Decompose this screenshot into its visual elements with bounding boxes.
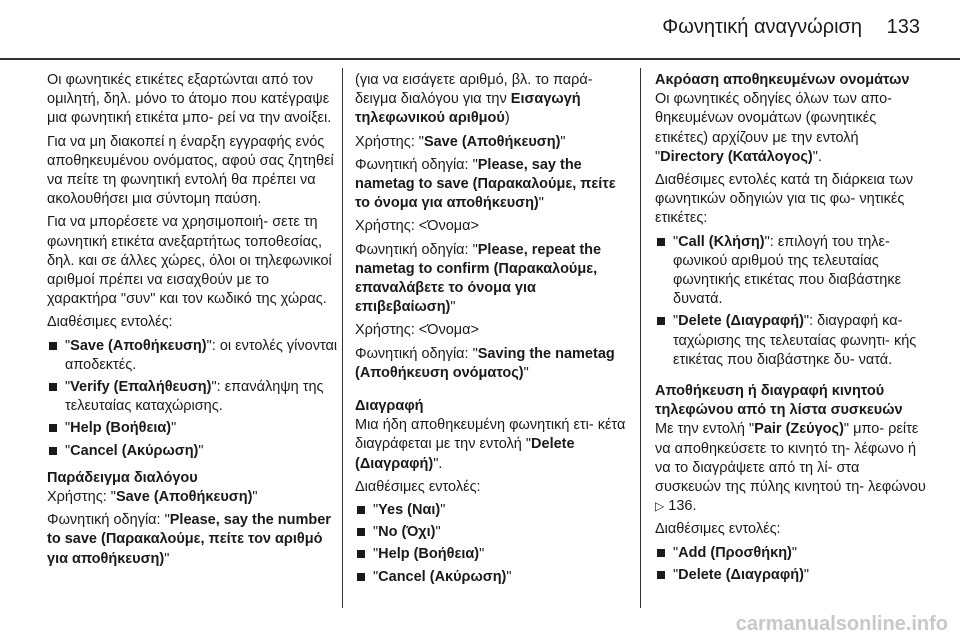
bullet-icon	[357, 506, 365, 514]
bullet-icon	[657, 571, 665, 579]
section-heading: Ακρόαση αποθηκευμένων ονομάτων	[655, 72, 910, 88]
command: Cancel (Ακύρωση)	[378, 568, 507, 585]
command: Save (Αποθήκευση)	[70, 337, 207, 354]
prompt-label: Φωνητική οδηγία:	[355, 156, 473, 173]
command: Verify (Επαλήθευση)	[70, 379, 212, 396]
bullet-icon	[357, 573, 365, 581]
command: Save (Αποθήκευση)	[423, 133, 561, 150]
command: Directory (Κατάλογος)	[660, 148, 813, 165]
prompt-text: Please, say the number to save (Παρακαλούμε, πείτε τον αριθμό για αποθήκευση)	[47, 512, 331, 567]
available-commands-label: Διαθέσιμες εντολές:	[355, 478, 481, 495]
dialog-user: Χρήστης: <Όνομα>	[355, 322, 479, 339]
command: No (Όχι)	[378, 524, 436, 541]
section-heading: Διαγραφή	[355, 398, 424, 415]
watermark: carmanualsonline.info	[735, 613, 948, 635]
list-item: "Add (Προσθήκη)"	[655, 544, 927, 563]
command-desc: : διαγραφή κα- ταχώρισης της τελευταίας φωνητι- κής ετικέτας που διαβάστηκε δυ- νατά.	[673, 313, 917, 368]
bullet-icon	[657, 317, 665, 325]
section-heading: Παράδειγμα διαλόγου	[47, 469, 198, 486]
column-1	[47, 71, 339, 573]
dialog-user: Χρήστης: "Save (Αποθήκευση)"	[355, 133, 566, 150]
page-reference[interactable]: 136.	[668, 498, 697, 515]
bullet-icon	[49, 447, 57, 455]
paragraph: Διαθέσιμες εντολές κατά τη διάρκεια των φωνητικών οδηγιών για τις φω- νητικές ετικέτες:	[655, 172, 914, 227]
bullet-icon	[657, 238, 665, 246]
reference: Εισαγωγή τηλεφωνικού αριθμού	[355, 91, 581, 127]
text: Οι φωνητικές οδηγίες όλων των απο- θηκευμένων ονομάτων (φωνητικές ετικέτες) αρχίζουν με την εντολή	[655, 91, 893, 146]
list-item: "Help (Βοήθεια)"	[355, 545, 626, 564]
list-item: "Cancel (Ακύρωση)"	[47, 442, 339, 461]
paragraph: Για να μη διακοπεί η έναρξη εγγραφής ενός αποθηκευμένου ονόματος, αφού σας ζητηθεί να πείτε τη φωνητική εντολή θα πρέπει να ακολουθήσει μια σύντομη παύση.	[47, 133, 334, 208]
list-item: "Delete (Διαγραφή)": διαγραφή κα- ταχώρισης της τελευταίας φωνητι- κής ετικέτας που διαβάστηκε δυ- νατά.	[655, 312, 927, 370]
text: Μια ήδη αποθηκευμένη φωνητική ετι- κέτα διαγράφεται με την εντολή	[355, 417, 626, 453]
paragraph: Οι φωνητικές ετικέτες εξαρτώνται από τον ομιλητή, δηλ. μόνο το άτομο που κατέγραψε μια φωνητική ετικέτα μπο- ρεί να την ανοίξει.	[47, 72, 332, 127]
text: μπο- ρείτε να αποθηκεύσετε το κινητό τη- λέφωνο ή να το διαγράψετε από τη λί- στα συσκευών της πύλης κινητού τη- λεφώνου	[655, 421, 926, 496]
header-rule	[0, 58, 960, 60]
bullet-icon	[357, 528, 365, 536]
paragraph: Για να μπορέσετε να χρησιμοποιή- σετε τη φωνητική ετικέτα ανεξαρτήτως τοποθεσίας, δηλ. και σε άλλες χώρες, όλοι οι τηλεφωνικοί αριθμοί πρέπει να εισαχθούν με το χαρακτήρα "συν" και τον κωδικό της χώρας.	[47, 214, 332, 308]
user-label: Χρήστης:	[47, 489, 111, 506]
command-list	[355, 501, 626, 587]
command: Yes (Ναι)	[378, 502, 441, 519]
dialog-prompt: Φωνητική οδηγία: "Please, repeat the nametag to confirm (Παρακαλούμε, επαναλάβετε το όνομα για επιβεβαίωση)"	[355, 241, 602, 316]
dialog-prompt: Φωνητική οδηγία: "Please, say the number to save (Παρακαλούμε, πείτε τον αριθμό για αποθήκευση)"	[47, 512, 331, 567]
prompt-label: Φωνητική οδηγία:	[355, 241, 473, 258]
dialog-prompt: Φωνητική οδηγία: "Please, say the nametag to save (Παρακαλούμε, πείτε το όνομα για αποθήκευση)"	[355, 156, 616, 212]
available-commands-label: Διαθέσιμες εντολές:	[47, 314, 173, 331]
command: Save (Αποθήκευση)	[115, 489, 253, 506]
column-divider	[342, 68, 343, 608]
bullet-icon	[49, 424, 57, 432]
prompt-text: Please, repeat the nametag to confirm (Παρακαλούμε, επαναλάβετε το όνομα για επιβεβαίωση)	[355, 241, 602, 316]
command: Delete (Διαγραφή)	[355, 436, 575, 472]
command-list	[47, 337, 339, 461]
page-ref-arrow-icon: ▷	[655, 499, 665, 514]
command: Help (Βοήθεια)	[70, 420, 172, 437]
dialog-user: Χρήστης: "Save (Αποθήκευση)"	[47, 489, 258, 506]
prompt-label: Φωνητική οδηγία:	[355, 345, 473, 362]
column-3	[655, 71, 927, 589]
text: (για να εισάγετε αριθμό, βλ. το παρά- δειγμα διαλόγου για την	[355, 72, 593, 108]
paragraph	[355, 71, 626, 129]
column-divider	[640, 68, 641, 608]
list-item: "Delete (Διαγραφή)"	[655, 566, 927, 585]
paragraph: Με την εντολή "Pair (Ζεύγος)" μπο- ρείτε να αποθηκεύσετε το κινητό τη- λέφωνο ή να το διαγράψετε από τη λί- στα συσκευών της πύλης κινητού τη- λεφώνου ▷ 136.	[655, 420, 927, 516]
command: Delete (Διαγραφή)	[678, 313, 804, 330]
list-item: "Call (Κλήση)": επιλογή του τηλε- φωνικού αριθμού της τελευταίας φωνητικής ετικέτας που διαβάστηκε δυνατά.	[655, 233, 927, 310]
bullet-icon	[357, 550, 365, 558]
paragraph: Μια ήδη αποθηκευμένη φωνητική ετι- κέτα διαγράφεται με την εντολή "Delete (Διαγραφή)".	[355, 417, 626, 472]
text: )	[504, 110, 510, 127]
list-item: "Help (Βοήθεια)"	[47, 419, 339, 438]
dialog-prompt: Φωνητική οδηγία: "Saving the nametag (Αποθήκευση ονόματος)"	[355, 345, 615, 381]
list-item: "Yes (Ναι)"	[355, 501, 626, 520]
command: Pair (Ζεύγος)	[754, 421, 844, 438]
list-item: "No (Όχι)"	[355, 523, 626, 542]
command: Cancel (Ακύρωση)	[70, 442, 199, 459]
prompt-label: Φωνητική οδηγία:	[47, 512, 165, 529]
command-list	[655, 233, 927, 370]
list-item: "Save (Αποθήκευση)": οι εντολές γίνονται αποδεκτές.	[47, 337, 339, 375]
bullet-icon	[657, 549, 665, 557]
page-title: Φωνητική αναγνώριση	[662, 16, 862, 38]
prompt-text: Please, say the nametag to save (Παρακαλούμε, πείτε το όνομα για αποθήκευση)	[355, 156, 616, 212]
page-number: 133	[886, 16, 920, 38]
command: Help (Βοήθεια)	[378, 546, 480, 563]
dialog-user: Χρήστης: <Όνομα>	[355, 218, 479, 235]
prompt-text: Saving the nametag (Αποθήκευση ονόματος)	[355, 345, 615, 381]
command-desc: : επιλογή του τηλε- φωνικού αριθμού της τελευταίας φωνητικής ετικέτας που διαβάστηκε δυνατά.	[673, 233, 902, 308]
user-label: Χρήστης:	[355, 133, 419, 150]
page-header	[0, 0, 960, 60]
list-item: "Verify (Επαλήθευση)": επανάληψη της τελευταίας καταχώρισης.	[47, 378, 339, 416]
command-desc: : επανάληψη της τελευταίας καταχώρισης.	[65, 379, 324, 415]
command: Add (Προσθήκη)	[678, 544, 792, 561]
bullet-icon	[49, 383, 57, 391]
section-heading: Αποθήκευση ή διαγραφή κινητού τηλεφώνου από τη λίστα συσκευών	[655, 383, 903, 419]
command: Call (Κλήση)	[678, 233, 765, 250]
text: Με την εντολή	[655, 421, 750, 438]
column-2	[355, 71, 626, 591]
command-list	[655, 544, 927, 585]
command: Delete (Διαγραφή)	[678, 566, 804, 583]
list-item: "Cancel (Ακύρωση)"	[355, 568, 626, 587]
paragraph: Οι φωνητικές οδηγίες όλων των απο- θηκευμένων ονομάτων (φωνητικές ετικέτες) αρχίζουν με την εντολή "Directory (Κατάλογος)".	[655, 91, 893, 165]
command-desc: : οι εντολές γίνονται αποδεκτές.	[65, 337, 338, 373]
bullet-icon	[49, 342, 57, 350]
available-commands-label: Διαθέσιμες εντολές:	[655, 521, 781, 538]
